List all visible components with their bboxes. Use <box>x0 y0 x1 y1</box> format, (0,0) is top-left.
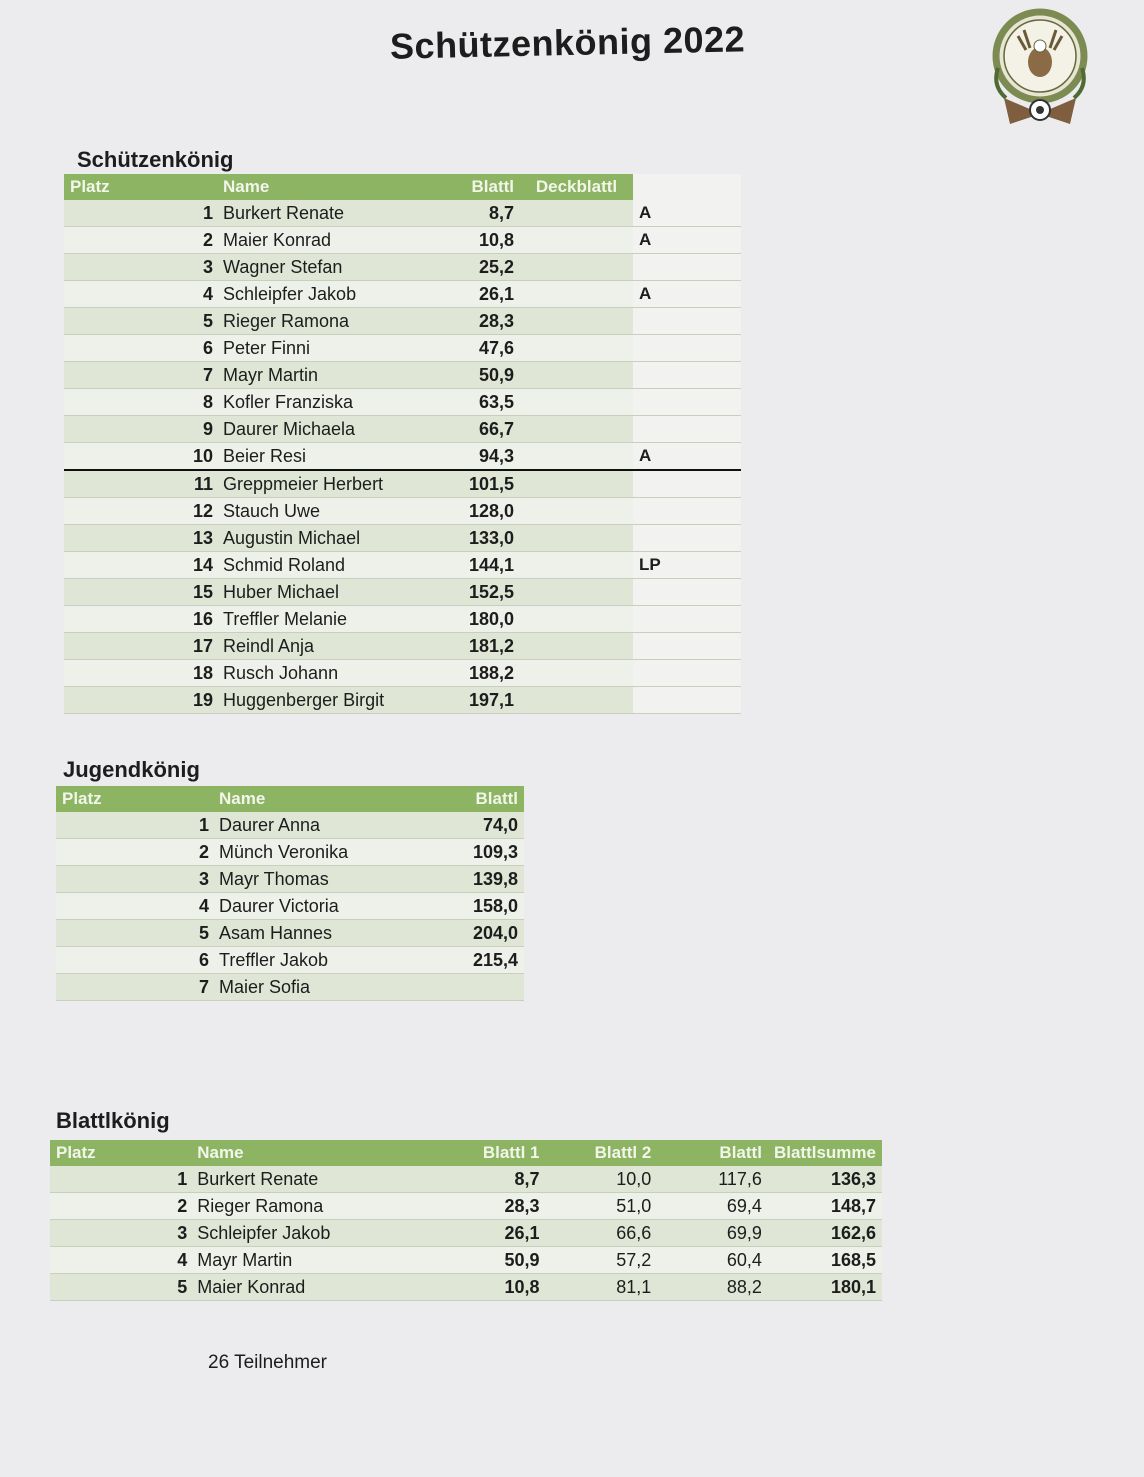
platz-cell: 10 <box>64 443 217 471</box>
mark-cell <box>633 525 741 552</box>
table-row <box>56 839 524 866</box>
blattl2-cell: 10,0 <box>546 1166 658 1193</box>
platz-cell: 3 <box>50 1220 191 1247</box>
header-blattl: Blattl <box>462 174 520 200</box>
blattl2-cell: 57,2 <box>546 1247 658 1274</box>
table-row <box>64 687 741 714</box>
page-title: Schützenkönig 2022 <box>389 18 746 67</box>
mark-cell: A <box>633 281 741 308</box>
name-cell: Maier Sofia <box>213 974 458 1001</box>
blattl1-cell: 8,7 <box>428 1166 545 1193</box>
deckblattl-cell <box>520 633 633 660</box>
blattlsumme-cell: 148,7 <box>768 1193 882 1220</box>
deckblattl-cell <box>520 254 633 281</box>
name-cell: Rieger Ramona <box>217 308 462 335</box>
platz-cell: 14 <box>64 552 217 579</box>
name-cell: Schmid Roland <box>217 552 462 579</box>
header-blattl1: Blattl 1 <box>428 1140 545 1166</box>
name-cell: Treffler Melanie <box>217 606 462 633</box>
table-row <box>64 416 741 443</box>
header-platz: Platz <box>50 1140 191 1166</box>
platz-cell: 13 <box>64 525 217 552</box>
schuetzenkoenig-table <box>64 174 741 714</box>
table-row <box>64 498 741 525</box>
mark-cell: A <box>633 443 741 471</box>
deckblattl-cell <box>520 389 633 416</box>
blattl-cell: 50,9 <box>462 362 520 389</box>
header-blattl3: Blattl <box>657 1140 768 1166</box>
platz-cell: 8 <box>64 389 217 416</box>
table-row <box>56 812 524 839</box>
table-row <box>50 1247 882 1274</box>
deckblattl-cell <box>520 335 633 362</box>
mark-cell <box>633 498 741 525</box>
blattl-cell: 109,3 <box>458 839 524 866</box>
blattl-cell: 10,8 <box>462 227 520 254</box>
blattl3-cell: 69,9 <box>657 1220 768 1247</box>
mark-cell <box>633 633 741 660</box>
blattl-cell: 66,7 <box>462 416 520 443</box>
platz-cell: 2 <box>64 227 217 254</box>
blattlkoenig-title: Blattlkönig <box>56 1108 170 1133</box>
name-cell: Maier Konrad <box>191 1274 428 1301</box>
name-cell: Mayr Thomas <box>213 866 458 893</box>
header-platz: Platz <box>56 786 213 812</box>
blattl-cell: 204,0 <box>458 920 524 947</box>
header-blattlsumme: Blattlsumme <box>768 1140 882 1166</box>
platz-cell: 17 <box>64 633 217 660</box>
blattl2-cell: 66,6 <box>546 1220 658 1247</box>
mark-cell <box>633 389 741 416</box>
blattl-cell: 26,1 <box>462 281 520 308</box>
platz-cell: 4 <box>56 893 213 920</box>
table-row <box>64 552 741 579</box>
blattl2-cell: 51,0 <box>546 1193 658 1220</box>
deckblattl-cell <box>520 552 633 579</box>
schuetzenkoenig-title: Schützenkönig <box>77 147 234 172</box>
deckblattl-cell <box>520 362 633 389</box>
blattlsumme-cell: 168,5 <box>768 1247 882 1274</box>
name-cell: Wagner Stefan <box>217 254 462 281</box>
blattl-cell: 181,2 <box>462 633 520 660</box>
platz-cell: 7 <box>64 362 217 389</box>
name-cell: Burkert Renate <box>191 1166 428 1193</box>
name-cell: Mayr Martin <box>217 362 462 389</box>
mark-cell <box>633 335 741 362</box>
club-emblem-icon <box>988 6 1092 130</box>
table-row <box>56 974 524 1001</box>
table-row <box>50 1220 882 1247</box>
blattl-cell: 215,4 <box>458 947 524 974</box>
blattl-cell: 63,5 <box>462 389 520 416</box>
name-cell: Daurer Michaela <box>217 416 462 443</box>
deckblattl-cell <box>520 416 633 443</box>
table-row <box>56 947 524 974</box>
platz-cell: 3 <box>56 866 213 893</box>
platz-cell: 9 <box>64 416 217 443</box>
table-row <box>64 227 741 254</box>
blattlkoenig-rows <box>50 1166 882 1301</box>
header-blattl: Blattl <box>458 786 524 812</box>
blattl1-cell: 10,8 <box>428 1274 545 1301</box>
blattl-cell: 139,8 <box>458 866 524 893</box>
name-cell: Mayr Martin <box>191 1247 428 1274</box>
jugendkoenig-table <box>56 786 524 1001</box>
table-row <box>64 443 741 471</box>
platz-cell: 4 <box>50 1247 191 1274</box>
blattl-cell: 8,7 <box>462 200 520 227</box>
table-row <box>64 200 741 227</box>
table-row <box>64 362 741 389</box>
blattl3-cell: 117,6 <box>657 1166 768 1193</box>
platz-cell: 19 <box>64 687 217 714</box>
platz-cell: 2 <box>50 1193 191 1220</box>
blattlsumme-cell: 180,1 <box>768 1274 882 1301</box>
name-cell: Reindl Anja <box>217 633 462 660</box>
name-cell: Rieger Ramona <box>191 1193 428 1220</box>
deckblattl-cell <box>520 660 633 687</box>
name-cell: Schleipfer Jakob <box>217 281 462 308</box>
header-platz: Platz <box>64 174 217 200</box>
mark-cell <box>633 254 741 281</box>
platz-cell: 15 <box>64 579 217 606</box>
name-cell: Augustin Michael <box>217 525 462 552</box>
blattl-cell: 28,3 <box>462 308 520 335</box>
table-row <box>56 893 524 920</box>
name-cell: Stauch Uwe <box>217 498 462 525</box>
platz-cell: 2 <box>56 839 213 866</box>
platz-cell: 12 <box>64 498 217 525</box>
blattl3-cell: 60,4 <box>657 1247 768 1274</box>
deckblattl-cell <box>520 281 633 308</box>
blattl-cell: 94,3 <box>462 443 520 471</box>
blattl-cell: 47,6 <box>462 335 520 362</box>
platz-cell: 5 <box>64 308 217 335</box>
table-row <box>64 308 741 335</box>
name-cell: Daurer Anna <box>213 812 458 839</box>
blattl-cell: 128,0 <box>462 498 520 525</box>
header-name: Name <box>213 786 458 812</box>
platz-cell: 6 <box>56 947 213 974</box>
platz-cell: 1 <box>50 1166 191 1193</box>
deckblattl-cell <box>520 606 633 633</box>
blattl1-cell: 50,9 <box>428 1247 545 1274</box>
mark-cell <box>633 416 741 443</box>
table-row <box>64 579 741 606</box>
header-name: Name <box>191 1140 428 1166</box>
platz-cell: 4 <box>64 281 217 308</box>
table-row <box>64 389 741 416</box>
blattl3-cell: 69,4 <box>657 1193 768 1220</box>
blattl3-cell: 88,2 <box>657 1274 768 1301</box>
table-row <box>64 470 741 498</box>
name-cell: Peter Finni <box>217 335 462 362</box>
blattl2-cell: 81,1 <box>546 1274 658 1301</box>
table-row <box>64 254 741 281</box>
blattlsumme-cell: 136,3 <box>768 1166 882 1193</box>
name-cell: Münch Veronika <box>213 839 458 866</box>
mark-cell <box>633 362 741 389</box>
schuetzenkoenig-rows <box>64 200 741 714</box>
table-row <box>64 281 741 308</box>
mark-cell <box>633 579 741 606</box>
deckblattl-cell <box>520 200 633 227</box>
table-row <box>64 525 741 552</box>
platz-cell: 1 <box>56 812 213 839</box>
platz-cell: 5 <box>56 920 213 947</box>
table-row <box>64 606 741 633</box>
table-row <box>56 920 524 947</box>
blattl-cell: 74,0 <box>458 812 524 839</box>
name-cell: Greppmeier Herbert <box>217 470 462 498</box>
platz-cell: 3 <box>64 254 217 281</box>
platz-cell: 11 <box>64 470 217 498</box>
name-cell: Treffler Jakob <box>213 947 458 974</box>
blattlkoenig-table <box>50 1140 882 1301</box>
table-row <box>64 335 741 362</box>
table-row <box>64 660 741 687</box>
blattl-cell: 133,0 <box>462 525 520 552</box>
name-cell: Beier Resi <box>217 443 462 471</box>
table-row <box>64 633 741 660</box>
mark-cell: A <box>633 227 741 254</box>
blattl-cell: 180,0 <box>462 606 520 633</box>
deckblattl-cell <box>520 579 633 606</box>
name-cell: Maier Konrad <box>217 227 462 254</box>
deckblattl-cell <box>520 443 633 471</box>
platz-cell: 1 <box>64 200 217 227</box>
platz-cell: 6 <box>64 335 217 362</box>
mark-cell <box>633 660 741 687</box>
jugendkoenig-title: Jugendkönig <box>63 757 200 782</box>
table-row <box>50 1166 882 1193</box>
table-row <box>50 1274 882 1301</box>
mark-cell <box>633 606 741 633</box>
table-row <box>50 1193 882 1220</box>
header-blank <box>633 174 741 200</box>
participant-count: 26 Teilnehmer <box>208 1352 328 1373</box>
platz-cell: 18 <box>64 660 217 687</box>
blattl-cell: 101,5 <box>462 470 520 498</box>
mark-cell: A <box>633 200 741 227</box>
mark-cell: LP <box>633 552 741 579</box>
name-cell: Kofler Franziska <box>217 389 462 416</box>
platz-cell: 16 <box>64 606 217 633</box>
name-cell: Huber Michael <box>217 579 462 606</box>
header-blattl2: Blattl 2 <box>546 1140 658 1166</box>
platz-cell: 7 <box>56 974 213 1001</box>
mark-cell <box>633 308 741 335</box>
jugendkoenig-rows <box>56 812 524 1001</box>
blattl-cell: 144,1 <box>462 552 520 579</box>
blattl1-cell: 26,1 <box>428 1220 545 1247</box>
blattl1-cell: 28,3 <box>428 1193 545 1220</box>
deckblattl-cell <box>520 525 633 552</box>
deckblattl-cell <box>520 498 633 525</box>
mark-cell <box>633 687 741 714</box>
deckblattl-cell <box>520 227 633 254</box>
blattl-cell: 188,2 <box>462 660 520 687</box>
name-cell: Asam Hannes <box>213 920 458 947</box>
mark-cell <box>633 470 741 498</box>
table-row <box>56 866 524 893</box>
blattl-cell: 158,0 <box>458 893 524 920</box>
platz-cell: 5 <box>50 1274 191 1301</box>
name-cell: Daurer Victoria <box>213 893 458 920</box>
blattl-cell <box>458 974 524 1001</box>
name-cell: Burkert Renate <box>217 200 462 227</box>
deckblattl-cell <box>520 308 633 335</box>
blattl-cell: 152,5 <box>462 579 520 606</box>
blattl-cell: 197,1 <box>462 687 520 714</box>
deckblattl-cell <box>520 687 633 714</box>
name-cell: Huggenberger Birgit <box>217 687 462 714</box>
header-deckblattl: Deckblattl <box>520 174 633 200</box>
name-cell: Schleipfer Jakob <box>191 1220 428 1247</box>
name-cell: Rusch Johann <box>217 660 462 687</box>
deckblattl-cell <box>520 470 633 498</box>
header-name: Name <box>217 174 462 200</box>
blattlsumme-cell: 162,6 <box>768 1220 882 1247</box>
blattl-cell: 25,2 <box>462 254 520 281</box>
